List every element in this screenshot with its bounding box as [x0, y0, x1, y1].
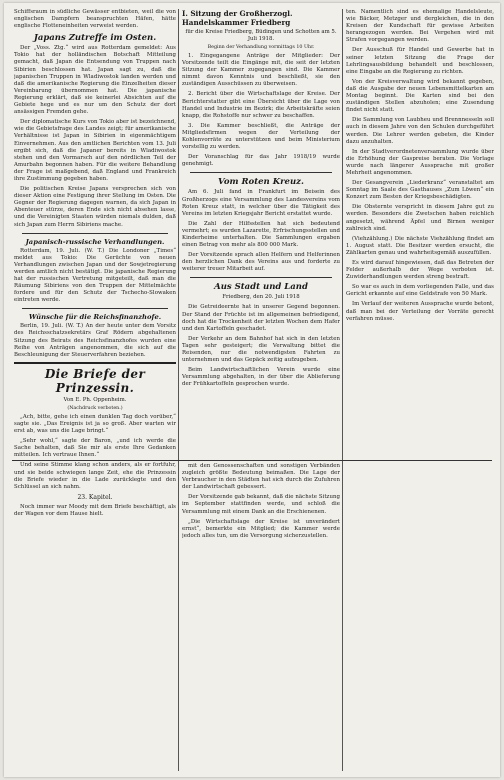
article-paragraph: Der Vorsitzende sprach allen Helfern und Helferinnen den herzlichen Dank des Vereins aus und forderte zu weiterer treuer Mitarbeit auf.	[182, 252, 340, 273]
article-paragraph: So war es auch in dem vorliegenden Falle, und das Gericht erkannte auf eine Geldstrafe von 50 Mark.	[346, 284, 494, 298]
article-paragraph: Der Gesangverein „Liederkranz“ veranstaltet am Sonntag im Saale des Gasthauses „Zum Löwen“ ein Konzert zum Besten der Kriegsbeschädigten.	[346, 180, 494, 201]
novel-title: Die Briefe der Prinzessin.	[44, 366, 146, 395]
article-paragraph: Der Ausschuß für Handel und Gewerbe hat in seiner letzten Sitzung die Frage der Lehrlingsausbildung behandelt und beschlossen, eine Eingabe an die Regierung zu richten.	[346, 47, 494, 75]
novel-paragraph: „Ach, bitte, gehe ich einen dunklen Tag doch vorüber,“ sagte sie. „Das Ereignis ist ja so groß. Aber warten wir erst ab, was uns die Lage bringt.“	[14, 413, 176, 435]
chamber-heading: I. Sitzung der Großherzogl. Handelskammer Friedberg	[182, 9, 293, 27]
article-paragraph: Im Verlauf der weiteren Aussprache wurde betont, daß man bei der Verteilung der Vorräte gerecht verfahren müsse.	[346, 301, 494, 322]
chamber-paragraph: 3. Die Kammer beschließt, die Anträge der Mitgliedsfirmen wegen der Verteilung der Kohlenvorräte zu unterstützen und beim Ministerium vorstellig zu werden.	[182, 122, 340, 151]
article-paragraph: Der Vorsitzende gab bekannt, daß die nächste Sitzung im September stattfinden werde, und schloß die Versammlung mit einem Dank an die Erschienenen.	[182, 494, 340, 515]
chamber-paragraph: 2. Bericht über die Wirtschaftslage der Kreise. Der Berichterstatter gibt eine Übersicht über die Lage von Handel und Industrie im Bezirk; die Arbeitskräfte seien knapp, die Rohstoffe nur schwer zu beschaffen.	[182, 91, 340, 119]
section-separator	[190, 172, 332, 173]
article-paragraph: (Viehzählung.) Die nächste Viehzählung findet am 1. August statt. Die Besitzer werden ersucht, die Zählkarten genau und wahrheitsgemäß auszufüllen.	[346, 235, 494, 256]
column-rule	[178, 9, 179, 771]
novel-author: Von E. Ph. Oppenheim.	[63, 396, 127, 403]
article-paragraph: Rotterdam, 19. Juli. (W. T.) Die Londoner „Times“ meldet aus Tokio: Die Gerüchte von neuen Verhandlungen zwischen Japan und der Sowjetregierung werden amtlich nicht bestätigt. Die japanische Regierung hat der russischen Vertretung mitgeteilt, daß man die Räumung Sibiriens von den Truppen der Mittelmächte fordere und für den Schutz der Tschecho-Slowaken eintreten werde.	[14, 247, 176, 304]
column-right	[346, 9, 494, 769]
article-paragraph: Die Sammlung von Laubheu und Brennnesseln soll auch in diesem Jahre von den Schulen durchgeführt werden. Die Lehrer werden gebeten, die Kinder dazu anzuhalten.	[346, 117, 494, 145]
feuilleton-separator	[14, 362, 176, 364]
reich-heading: Wünsche für die Reichsfinanzhofe.	[28, 313, 162, 322]
article-paragraph: Die politischen Kreise Japans versprechen sich von dieser Aktion eine Festigung ihrer Stellung im Osten. Die Gegner der Regierung dagegen warnen, da sich Japan in Abenteuer stürze, deren Ende sich nicht absehen lasse, und die Vereinigten Staaten würden niemals dulden, daß sich Japan zum Herrn Sibiriens mache.	[14, 186, 176, 228]
chamber-paragraph: Der Voranschlag für das Jahr 1918/19 wurde genehmigt.	[182, 154, 340, 168]
column-middle-bottom	[182, 463, 340, 769]
article-paragraph: Die Getreideernte hat in unserer Gegend begonnen. Der Stand der Früchte ist im allgemeinen befriedigend, doch hat die Trockenheit der letzten Wochen dem Hafer und den Kartoffeln geschadet.	[182, 304, 340, 332]
article-paragraph: Beim Landwirtschaftlichen Verein wurde eine Versammlung abgehalten, in der über die Ablieferung der Frühkartoffeln gesprochen wurde.	[182, 367, 340, 388]
novel-rights: (Nachdruck verboten.)	[67, 405, 123, 411]
section-separator	[22, 233, 168, 234]
column-rule	[342, 9, 343, 771]
negotiations-heading: Japanisch-russische Verhandlungen.	[25, 237, 165, 246]
article-paragraph: mit den Genossenschaften und sonstigen Verbänden zugleich größte Bedeutung beimaßen. Die Lage der Verbraucher in den Städten hat sich durch die Zufuhren der Landwirtschaft gebessert.	[182, 463, 340, 491]
article-paragraph: Die Obsternte verspricht in diesem Jahre gut zu werden. Besonders die Zwetschen haben reichlich angesetzt, während Äpfel und Birnen weniger zahlreich sind.	[346, 204, 494, 232]
local-news-heading: Aus Stadt und Land	[214, 282, 308, 293]
chamber-subheading-2: Beginn der Verhandlung vormittags 10 Uhr.	[207, 45, 315, 50]
chamber-paragraph: 1. Eingegangene Anträge der Mitglieder: Der Vorsitzende teilt die Eingänge mit, die seit der letzten Sitzung der Kammer zugegangen sind. Die Kammer nimmt davon Kenntnis und beschließt, sie den zuständigen Ausschüssen zu überweisen.	[182, 53, 340, 88]
article-paragraph: Der diplomatische Kurs von Tokio aber ist bezeichnend, wie die Gebietsfrage des Landes zeigt; für amerikanische Verhältnisse ist Japan in Sibirien in eigenmächtigem Einvernehmen. Aus den amtlichen Berichten vom 13. Juli ergibt sich, daß die Japaner bereits in Wladiwostok stehen und den Vormarsch auf den nördlichen Teil der Amurbahn begonnen haben. Für die weitere Behandlung der Frage ist maßgebend, daß England und Frankreich ihre Zustimmung gegeben haben.	[14, 119, 176, 182]
article-paragraph: Berlin, 19. Juli. (W. T.) An der heute unter dem Vorsitz des Reichsschatzsekretärs Graf Rödern abgehaltenen Sitzung des Beirats des Reichsfinanzhofes wurden eine Reihe von Anträgen angenommen, die sich auf die Beschleunigung der Steuerverfahren beziehen.	[14, 323, 176, 358]
article-paragraph: Am 6. Juli fand in Frankfurt im Beisein des Großherzogs eine Versammlung des Landesvereins vom Roten Kreuz statt, in welcher über die Tätigkeit des Vereins im letzten Kriegsjahr Bericht erstattet wurde.	[182, 189, 340, 217]
red-cross-heading: Vom Roten Kreuz.	[218, 177, 304, 188]
article-paragraph: Der „Voss. Ztg.“ wird aus Rotterdam gemeldet: Aus Tokio hat der holländischen Botschaft Mitteilung gemacht, daß Japan die Entsendung von Truppen nach Sibirien beschlossen hat. Japan sagt zu, daß die japanischen Truppen in Wladiwostok landen werden und daß die amerikanische Regierung die Einzelheiten dieser Vereinbarung übernommen hat. Die japanische Regierung erklärt, daß sie keinerlei Absichten auf die Gebiete hege und es nur um den Schutz der dort ansässigen Fremden gehe.	[14, 45, 176, 116]
column-middle	[182, 9, 340, 459]
novel-paragraph: „Sehr wohl,“ sagte der Baron, „und ich werde die Sache behalten, daß Sie mir als erste Ihre Gedanken mitteilen. Ich vertraue Ihnen.“	[14, 438, 176, 459]
newspaper-page	[4, 3, 500, 777]
article-paragraph: Von der Kreisverwaltung wird bekannt gegeben, daß die Ausgabe der neuen Lebensmittelkarten am Montag beginnt. Die Karten sind bei den zuständigen Stellen abzuholen; eine Zusendung findet nicht statt.	[346, 78, 494, 114]
article-paragraph: In der Stadtverordnetenversammlung wurde über die Erhöhung der Gaspreise beraten. Die Vorlage wurde nach längerer Aussprache mit großer Mehrheit angenommen.	[346, 148, 494, 176]
article-paragraph: ten. Namentlich sind es ehemalige Handelsleute, wie Bäcker, Metzger und dergleichen, die in den Kreisen der Kundschaft für gewisse Arbeiten herangezogen werden. Bei Vergehen wird mit Strafen vorgegangen werden.	[346, 9, 494, 44]
local-dateline: Friedberg, den 20. Juli 1918	[222, 294, 300, 301]
chamber-subheading: für die Kreise Friedberg, Büdingen und Schotten am 5. Juli 1918.	[185, 29, 337, 42]
column-left	[14, 9, 176, 769]
article-paragraph: „Die Wirtschaftslage der Kreise ist unverändert ernst“, bemerkte ein Mitglied; die Kammer werde jedoch alles tun, um die Versorgung sicherzustellen.	[182, 518, 340, 539]
novel-paragraph: Noch immer war Moody mit dem Briefe beschäftigt, als der Wagen vor dem Hause hielt.	[14, 503, 176, 517]
lead-paragraph: Schiffsraum in südliche Gewässer entbieten, weil die von englischen Dampfern beanspruchten Häfen, hätte englische Flotteneinheiten verweist werden.	[14, 9, 176, 30]
novel-paragraph: Und seine Stimme klang schon anders, als er fortfuhr, und sie beide schwiegen lange Zeit, ehe die Prinzessin die Briefe wieder in die Lade zurücklegte und den Schlüssel an sich nahm.	[14, 462, 176, 490]
section-separator	[190, 277, 332, 278]
chapter-heading: 23. Kapitel.	[77, 493, 113, 501]
japan-heading: Japans Zutreffe im Osten.	[33, 33, 157, 44]
article-paragraph: Es wird darauf hingewiesen, daß das Betreten der Felder außerhalb der Wege verboten ist. Zuwiderhandlungen werden streng bestraft.	[346, 260, 494, 281]
section-separator	[22, 308, 168, 309]
article-paragraph: Die Zahl der Hilfsstellen hat sich bedeutend vermehrt; es wurden Lazarette, Erfrischungsstellen und Kinderheime unterhalten. Die Sammlungen ergaben einen Betrag von mehr als 800 000 Mark.	[182, 220, 340, 249]
article-paragraph: Der Verkehr an dem Bahnhof hat sich in den letzten Tagen sehr gesteigert; die Verwaltung bittet die Reisenden, nur die notwendigsten Fahrten zu unternehmen und das Gepäck zeitig aufzugeben.	[182, 335, 340, 364]
